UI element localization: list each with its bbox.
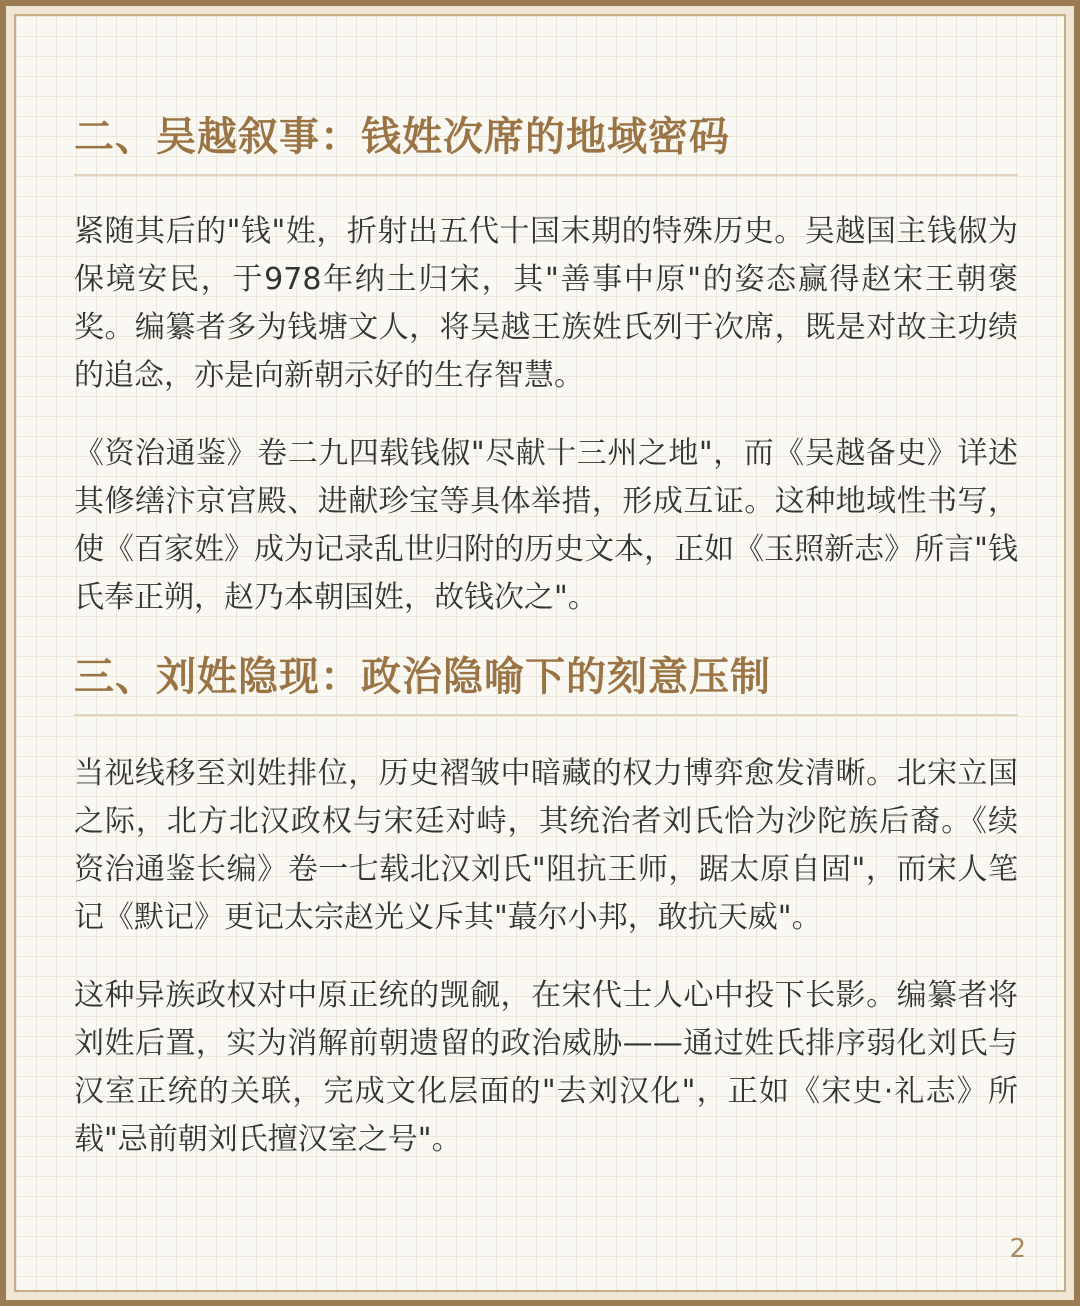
article-content (74, 108, 1018, 1164)
section-heading: 二、吴越叙事：钱姓次席的地域密码 (74, 108, 1018, 176)
paragraph-qian-surname: 紧随其后的"钱"姓，折射出五代十国末期的特殊历史。吴越国主钱俶为保境安民，于978年纳土归宋，其"善事中原"的姿态赢得赵宋王朝褒奖。编纂者多为钱塘文人，将吴越王族姓氏列于次席，既是对故主功绩的追念，亦是向新朝示好的生存智慧。 (74, 214, 1018, 393)
section-heading: 三、刘姓隐现：政治隐喻下的刻意压制 (74, 648, 1018, 716)
section-wuyue-narrative (74, 108, 1018, 622)
section-liu-surname (74, 648, 1018, 1164)
paragraph-historical-evidence: 《资治通鉴》卷二九四载钱俶"尽献十三州之地"，而《吴越备史》详述其修缮汴京宫殿、进献珍宝等具体举措，形成互证。这种地域性书写，使《百家姓》成为记录乱世归附的历史文本，正如《玉照新志》所言"钱氏奉正朔，赵乃本朝国姓，故钱次之"。 (74, 436, 1018, 615)
page-number: 2 (1009, 1234, 1026, 1264)
paragraph-political-suppression: 这种异族政权对中原正统的觊觎，在宋代士人心中投下长影。编纂者将刘姓后置，实为消解前朝遗留的政治威胁——通过姓氏排序弱化刘氏与汉室正统的关联，完成文化层面的"去刘汉化"，正如《宋史·礼志》所载"忌前朝刘氏擅汉室之号"。 (74, 978, 1018, 1157)
paragraph-liu-ranking: 当视线移至刘姓排位，历史褶皱中暗藏的权力博弈愈发清晰。北宋立国之际，北方北汉政权与宋廷对峙，其统治者刘氏恰为沙陀族后裔。《续资治通鉴长编》卷一七载北汉刘氏"阻抗王师，踞太原自固"，而宋人笔记《默记》更记太宗赵光义斥其"蕞尔小邦，敢抗天威"。 (74, 756, 1018, 935)
